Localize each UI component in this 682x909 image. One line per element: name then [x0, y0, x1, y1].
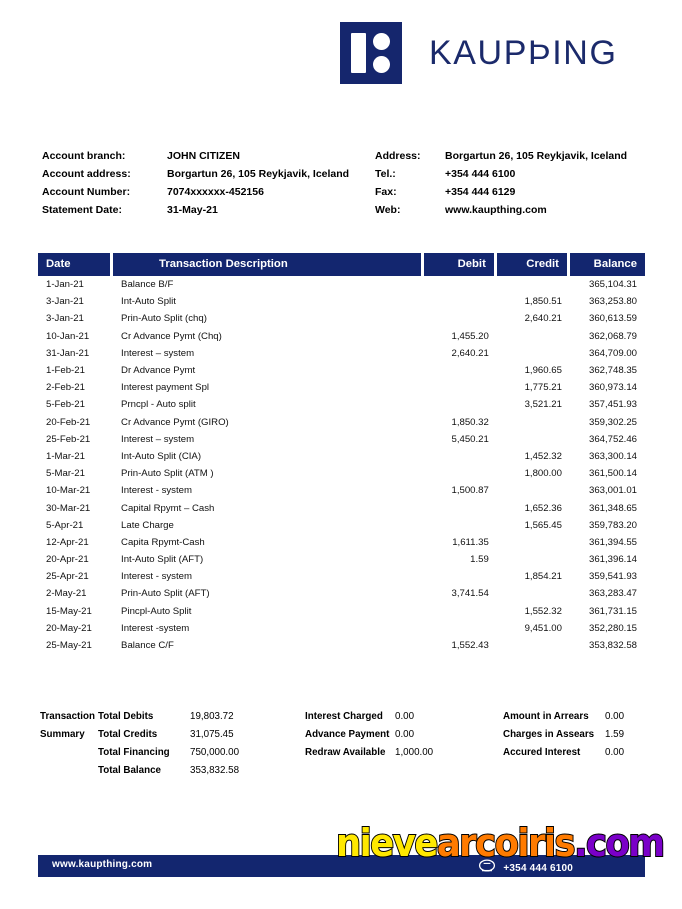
- cell-date: 25-Feb-21: [46, 433, 91, 445]
- bank-tel-row: [375, 165, 665, 183]
- table-row[interactable]: [38, 414, 645, 431]
- cell-date: 3-Jan-21: [46, 313, 84, 325]
- summary-column-interest-values: [395, 708, 478, 780]
- cell-balance: 360,973.14: [588, 382, 637, 394]
- cell-date: 20-Apr-21: [46, 554, 89, 566]
- cell-balance: 361,731.15: [588, 605, 637, 617]
- cell-date: 1-Mar-21: [46, 450, 85, 462]
- column-header-description[interactable]: Transaction Description: [113, 253, 424, 276]
- account-branch-label: Account branch:: [42, 150, 126, 162]
- cell-date: 5-Feb-21: [46, 399, 85, 411]
- footer-phone-group: [478, 859, 573, 877]
- cell-debit: 1,611.35: [452, 536, 489, 548]
- cell-debit: [424, 276, 497, 293]
- cell-debit: 1,455.20: [451, 330, 489, 342]
- cell-date: 20-May-21: [46, 622, 92, 634]
- cell-date: 10-Mar-21: [46, 485, 91, 497]
- cell-debit: [424, 603, 497, 620]
- account-info-left: [42, 147, 372, 219]
- cell-description: Cr Advance Pymt (GIRO): [121, 416, 229, 428]
- cell-balance: 364,752.46: [588, 433, 637, 445]
- bank-web-value: www.kaupthing.com: [445, 204, 547, 216]
- table-row[interactable]: [38, 379, 645, 396]
- table-row[interactable]: [38, 345, 645, 362]
- summary-label-amount-in-arrears: Amount in Arrears: [503, 711, 589, 722]
- cell-description: Pincpl-Auto Split: [121, 605, 192, 617]
- cell-debit: [424, 448, 497, 465]
- cell-description: Interest -system: [121, 622, 190, 634]
- cell-balance: 360,613.59: [588, 313, 637, 325]
- column-header-debit[interactable]: Debit: [424, 253, 497, 276]
- table-row[interactable]: [38, 362, 645, 379]
- cell-balance: 361,500.14: [588, 468, 637, 480]
- cell-date: 3-Jan-21: [46, 296, 84, 308]
- footer-bar: [38, 855, 645, 877]
- bank-address-value: Borgartun 26, 105 Reykjavik, Iceland: [445, 150, 628, 162]
- cell-balance: 353,832.58: [588, 640, 637, 652]
- summary-column-arrears: [503, 708, 665, 780]
- summary-label-charges-in-assears: Charges in Assears: [503, 729, 595, 740]
- cell-date: 10-Jan-21: [46, 330, 90, 342]
- cell-balance: 363,253.80: [588, 296, 637, 308]
- cell-debit: [424, 396, 497, 413]
- table-row[interactable]: [38, 568, 645, 585]
- phone-icon: [478, 859, 496, 877]
- cell-description: Prncpl - Auto split: [121, 399, 196, 411]
- cell-description: Int-Auto Split: [121, 296, 176, 308]
- cell-date: 31-Jan-21: [46, 347, 90, 359]
- cell-credit: 1,775.21: [524, 382, 562, 394]
- account-number-value: 7074xxxxxx-452156: [167, 186, 264, 198]
- summary-column-interest: [305, 708, 478, 780]
- table-row[interactable]: [38, 448, 645, 465]
- table-row[interactable]: [38, 328, 645, 345]
- cell-date: 30-Mar-21: [46, 502, 91, 514]
- logo-dot-top-shape: [373, 33, 390, 50]
- table-row[interactable]: [38, 465, 645, 482]
- column-header-date[interactable]: Date: [38, 253, 113, 276]
- bank-contact-info: [375, 147, 665, 219]
- summary-column-arrears-labels: [503, 708, 605, 780]
- summary-label-total-debits: Total Debits: [98, 711, 154, 722]
- cell-date: 5-Apr-21: [46, 519, 84, 531]
- summary-label-accured-interest: Accured Interest: [503, 747, 581, 758]
- cell-balance: 352,280.15: [588, 622, 637, 634]
- cell-date: 15-May-21: [46, 605, 92, 617]
- summary-value-total-balance: 353,832.58: [190, 765, 240, 776]
- cell-debit: [424, 362, 497, 379]
- cell-credit: 3,521.21: [524, 399, 562, 411]
- cell-debit: 1,552.43: [451, 640, 489, 652]
- table-row[interactable]: [38, 534, 645, 551]
- table-header-row: [38, 253, 645, 276]
- cell-credit: [497, 534, 570, 551]
- cell-balance: 361,394.55: [588, 536, 637, 548]
- cell-credit: [497, 276, 570, 293]
- watermark-part-arcoiris: arcoiris: [436, 821, 575, 865]
- summary-label-redraw-available: Redraw Available: [305, 747, 386, 758]
- cell-description: Interest – system: [121, 433, 195, 445]
- summary-column-totals: [98, 708, 268, 780]
- cell-credit: [497, 585, 570, 602]
- cell-credit: 2,640.21: [524, 313, 562, 325]
- table-row[interactable]: [38, 620, 645, 637]
- cell-description: Balance C/F: [121, 640, 174, 652]
- cell-date: 2-Feb-21: [46, 382, 85, 394]
- bank-fax-value: +354 444 6129: [445, 186, 516, 198]
- summary-value-advance-payment: 0.00: [395, 729, 415, 740]
- transactions-table: [38, 253, 645, 654]
- cell-credit: [497, 551, 570, 568]
- cell-date: 5-Mar-21: [46, 468, 85, 480]
- cell-credit: 1,850.51: [524, 296, 562, 308]
- table-row[interactable]: [38, 482, 645, 499]
- summary-label-total-financing: Total Financing: [98, 747, 170, 758]
- cell-description: Capita Rpymt-Cash: [121, 536, 205, 548]
- cell-description: Dr Advance Pymt: [121, 365, 196, 377]
- table-row[interactable]: [38, 551, 645, 568]
- column-header-credit[interactable]: Credit: [497, 253, 570, 276]
- account-address-label: Account address:: [42, 168, 131, 180]
- bank-web-label: Web:: [375, 204, 401, 216]
- summary-value-redraw-available: 1,000.00: [395, 747, 434, 758]
- summary-value-total-credits: 31,075.45: [190, 729, 234, 740]
- summary-column-interest-labels: [305, 708, 395, 780]
- table-row[interactable]: [38, 585, 645, 602]
- cell-balance: 361,396.14: [588, 554, 637, 566]
- cell-description: Late Charge: [121, 519, 174, 531]
- bank-fax-row: [375, 183, 665, 201]
- cell-description: Interest - system: [121, 571, 192, 583]
- cell-debit: 5,450.21: [451, 433, 489, 445]
- footer-phone-number: +354 444 6100: [503, 862, 573, 874]
- cell-credit: [497, 637, 570, 654]
- bank-web-row: [375, 201, 665, 219]
- cell-date: 1-Feb-21: [46, 365, 85, 377]
- cell-description: Prin-Auto Split (AFT): [121, 588, 210, 600]
- cell-debit: [424, 517, 497, 534]
- watermark-part-com: .com: [574, 821, 664, 865]
- account-number-row: [42, 183, 372, 201]
- account-branch-row: [42, 147, 372, 165]
- transactions-table-header: [38, 253, 645, 276]
- table-row[interactable]: [38, 603, 645, 620]
- summary-value-interest-charged: 0.00: [395, 711, 415, 722]
- cell-description: Int-Auto Split (CIA): [121, 450, 202, 462]
- cell-debit: [424, 568, 497, 585]
- cell-debit: 1,500.87: [451, 485, 489, 497]
- cell-description: Capital Rpymt – Cash: [121, 502, 215, 514]
- cell-date: 2-May-21: [46, 588, 87, 600]
- transactions-table-body: [38, 276, 645, 654]
- cell-description: Int-Auto Split (AFT): [121, 554, 204, 566]
- cell-credit: 1,565.45: [524, 519, 562, 531]
- account-number-label: Account Number:: [42, 186, 131, 198]
- cell-credit: 1,552.32: [524, 605, 562, 617]
- summary-value-charges-in-assears: 1.59: [605, 729, 625, 740]
- brand-wordmark: KAUPÞING: [429, 34, 618, 72]
- summary-column-arrears-values: [605, 708, 665, 780]
- cell-balance: 359,302.25: [588, 416, 637, 428]
- summary-caption-line1: Transaction: [40, 711, 95, 722]
- cell-debit: [424, 499, 497, 516]
- bank-fax-label: Fax:: [375, 186, 397, 198]
- kaupthing-logo-mark-icon: [340, 22, 402, 84]
- summary-caption: [40, 708, 98, 780]
- summary-label-total-balance: Total Balance: [98, 765, 161, 776]
- table-row[interactable]: [38, 637, 645, 654]
- summary-value-accured-interest: 0.00: [605, 747, 625, 758]
- summary-value-total-financing: 750,000.00: [190, 747, 240, 758]
- cell-debit: 1,850.32: [451, 416, 489, 428]
- cell-credit: 1,960.65: [524, 365, 562, 377]
- cell-date: 25-Apr-21: [46, 571, 89, 583]
- cell-description: Cr Advance Pymt (Chq): [121, 330, 222, 342]
- cell-balance: 359,783.20: [588, 519, 637, 531]
- footer-website-link[interactable]: www.kaupthing.com: [52, 859, 153, 870]
- cell-balance: 365,104.31: [588, 279, 637, 291]
- statement-date-row: [42, 201, 372, 219]
- cell-credit: 1,800.00: [524, 468, 562, 480]
- cell-description: Balance B/F: [121, 279, 174, 291]
- cell-balance: 361,348.65: [588, 502, 637, 514]
- summary-label-interest-charged: Interest Charged: [305, 711, 383, 722]
- cell-credit: [497, 414, 570, 431]
- table-row[interactable]: [38, 517, 645, 534]
- account-branch-value: JOHN CITIZEN: [167, 150, 240, 162]
- table-row[interactable]: [38, 293, 645, 310]
- summary-value-total-debits: 19,803.72: [190, 711, 234, 722]
- column-header-balance[interactable]: Balance: [570, 253, 645, 276]
- brand-logo: [340, 22, 618, 84]
- table-row[interactable]: [38, 276, 645, 293]
- cell-credit: [497, 345, 570, 362]
- cell-debit: [424, 293, 497, 310]
- summary-caption-line2: Summary: [40, 729, 85, 740]
- transaction-summary: [40, 708, 650, 780]
- cell-date: 20-Feb-21: [46, 416, 91, 428]
- bank-address-label: Address:: [375, 150, 421, 162]
- cell-debit: [424, 379, 497, 396]
- cell-description: Interest – system: [121, 347, 195, 359]
- cell-balance: 359,541.93: [588, 571, 637, 583]
- cell-credit: 1,854.21: [524, 571, 562, 583]
- summary-label-total-credits: Total Credits: [98, 729, 158, 740]
- cell-credit: 9,451.00: [524, 622, 562, 634]
- cell-debit: 2,640.21: [451, 347, 489, 359]
- summary-column-totals-labels: [98, 708, 190, 780]
- cell-balance: 362,068.79: [588, 330, 637, 342]
- cell-debit: 3,741.54: [451, 588, 489, 600]
- cell-description: Prin-Auto Split (chq): [121, 313, 207, 325]
- cell-balance: 363,001.01: [588, 485, 637, 497]
- cell-description: Interest payment Spl: [121, 382, 210, 394]
- cell-date: 12-Apr-21: [46, 536, 89, 548]
- cell-date: 25-May-21: [46, 640, 92, 652]
- account-address-value: Borgartun 26, 105 Reykjavik, Iceland: [167, 168, 350, 180]
- table-row[interactable]: [38, 499, 645, 516]
- bank-tel-label: Tel.:: [375, 168, 396, 180]
- cell-credit: [497, 328, 570, 345]
- cell-date: 1-Jan-21: [46, 279, 84, 291]
- cell-credit: 1,652.36: [524, 502, 562, 514]
- cell-balance: 363,283.47: [588, 588, 637, 600]
- cell-balance: 357,451.93: [588, 399, 637, 411]
- cell-credit: 1,452.32: [524, 450, 562, 462]
- statement-date-value: 31-May-21: [167, 204, 218, 216]
- table-row[interactable]: [38, 431, 645, 448]
- statement-date-label: Statement Date:: [42, 204, 122, 216]
- cell-credit: [497, 482, 570, 499]
- cell-balance: 364,709.00: [588, 347, 637, 359]
- table-row[interactable]: [38, 310, 645, 327]
- table-row[interactable]: [38, 396, 645, 413]
- bank-address-row: [375, 147, 665, 165]
- bank-tel-value: +354 444 6100: [445, 168, 516, 180]
- cell-debit: [424, 620, 497, 637]
- summary-column-totals-values: [190, 708, 268, 780]
- account-address-row: [42, 165, 372, 183]
- cell-debit: [424, 310, 497, 327]
- summary-label-advance-payment: Advance Payment: [305, 729, 390, 740]
- logo-bar-shape: [351, 33, 366, 73]
- cell-description: Interest - system: [121, 485, 192, 497]
- logo-dot-bottom-shape: [373, 56, 390, 73]
- cell-balance: 363,300.14: [588, 450, 637, 462]
- summary-value-amount-in-arrears: 0.00: [605, 711, 625, 722]
- cell-credit: [497, 431, 570, 448]
- cell-debit: 1.59: [470, 554, 489, 566]
- watermark-part-nieve: nieve: [336, 821, 437, 865]
- cell-description: Prin-Auto Split (ATM ): [121, 468, 214, 480]
- cell-balance: 362,748.35: [588, 365, 637, 377]
- cell-debit: [424, 465, 497, 482]
